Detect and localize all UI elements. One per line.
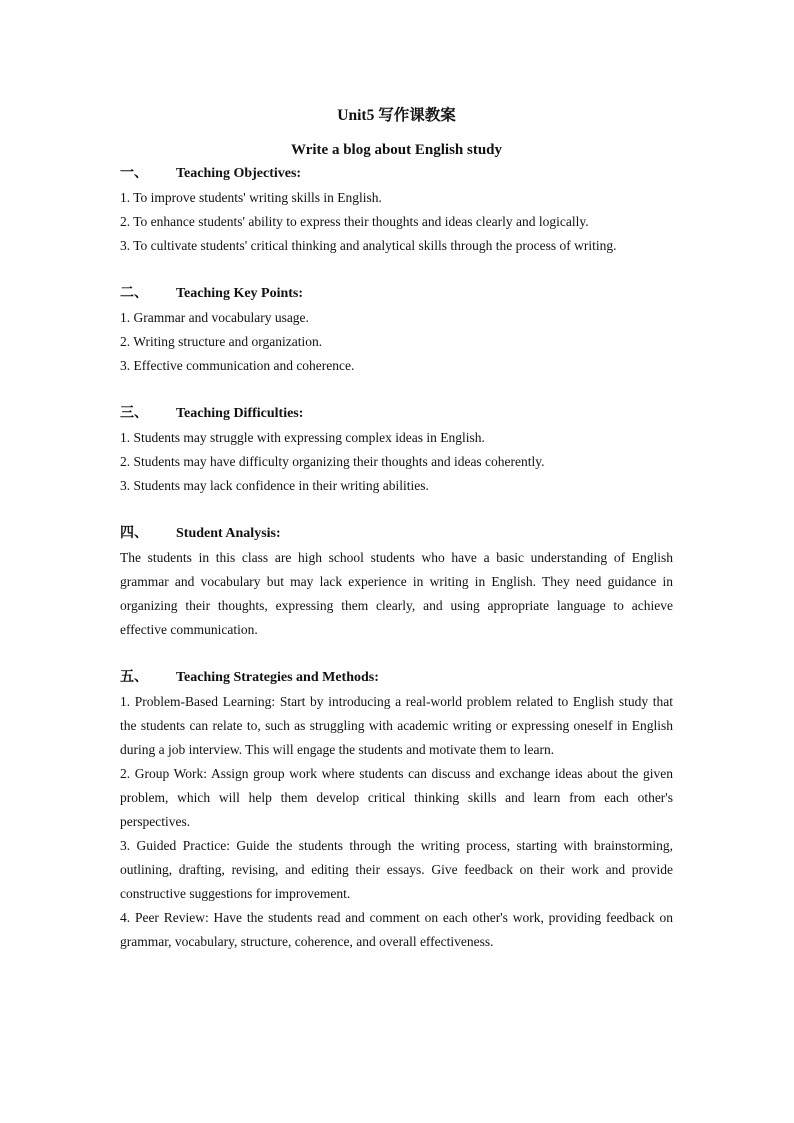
document-body [120,104,673,954]
section-heading [120,402,673,426]
section-title: Teaching Strategies and Methods: [176,670,379,685]
list-item: 3. Guided Practice: Guide the students through the writing process, starting with brainstorming, outlining, drafting, revising, and editing their essays. Give feedback on their work and provide constructive suggestions for improvement. [120,838,673,901]
section-spacer [120,378,673,402]
section-spacer [120,642,673,666]
section-number: 一、 [120,166,148,181]
list-item: 1. Students may struggle with expressing complex ideas in English. [120,430,485,445]
list-item: 2. Students may have difficulty organizing their thoughts and ideas coherently. [120,454,545,469]
section-number: 五、 [120,670,148,685]
section-teaching-key-points [120,282,673,378]
section-title: Teaching Objectives: [176,166,302,181]
section-number: 二、 [120,286,148,301]
section-title: Teaching Difficulties: [176,406,304,421]
list-item: 2. Group Work: Assign group work where students can discuss and exchange ideas about the given problem, which will help them develop critical thinking skills and learn from each other's perspectives. [120,766,673,829]
list-item: 3. To cultivate students' critical thinking and analytical skills through the process of writing. [120,238,617,253]
list-item: 3. Students may lack confidence in their writing abilities. [120,478,429,493]
section-number: 四、 [120,526,148,541]
section-heading [120,162,673,186]
list-item: 1. Grammar and vocabulary usage. [120,310,309,325]
section-title: Teaching Key Points: [176,286,304,301]
list-item: 2. To enhance students' ability to express their thoughts and ideas clearly and logically. [120,214,589,229]
document-subtitle: Write a blog about English study [290,142,503,158]
section-heading [120,522,673,546]
list-item: 1. To improve students' writing skills in English. [120,190,382,205]
list-item: 1. Problem-Based Learning: Start by introducing a real-world problem related to English study that the students can relate to, such as struggling with academic writing or expressing oneself in English during a job interview. This will engage the students and motivate them to learn. [120,694,673,757]
document-title: Unit5 写作课教案 [337,107,456,124]
section-teaching-strategies [120,666,673,954]
list-item: 4. Peer Review: Have the students read and comment on each other's work, providing feedback on grammar, vocabulary, structure, coherence, and overall effectiveness. [120,910,673,949]
section-heading [120,282,673,306]
section-number: 三、 [120,406,148,421]
section-student-analysis [120,522,673,642]
section-heading [120,666,673,690]
section-teaching-difficulties [120,402,673,498]
section-spacer [120,258,673,282]
list-item: 2. Writing structure and organization. [120,334,323,349]
section-title: Student Analysis: [176,526,281,541]
list-item: 3. Effective communication and coherence. [120,358,355,373]
section-spacer [120,498,673,522]
paragraph: The students in this class are high school students who have a basic understanding of English grammar and vocabulary but may lack experience in writing in English. They need guidance in organizing their thoughts, expressing them clearly, and using appropriate language to achieve effective communication. [120,550,673,637]
section-teaching-objectives [120,162,673,258]
